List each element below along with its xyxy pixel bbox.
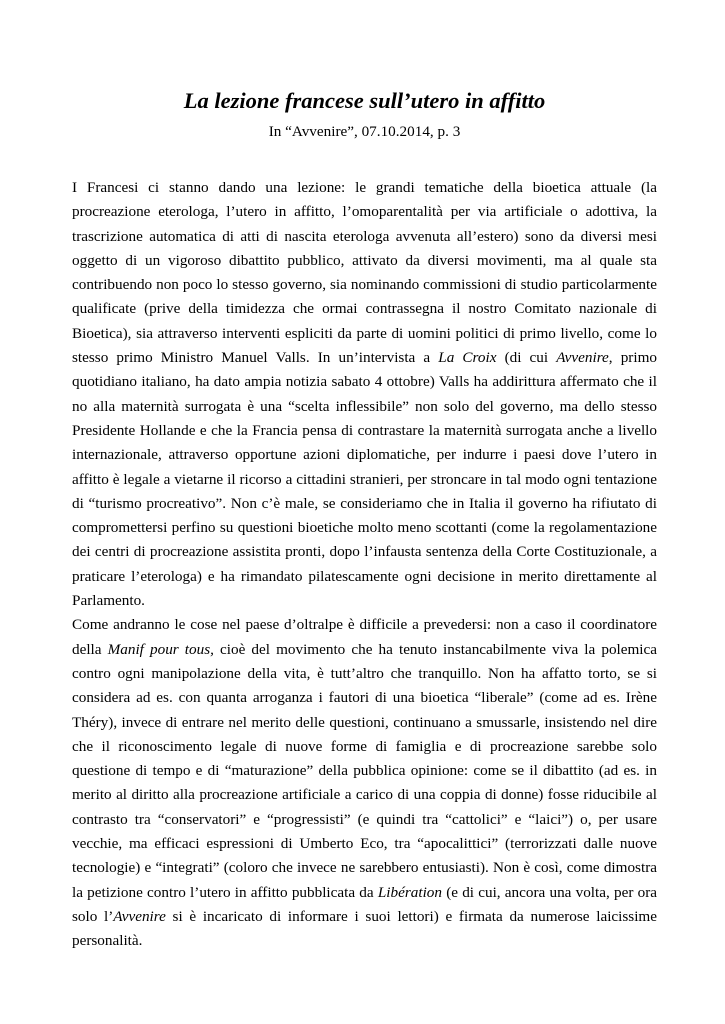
paragraph-2	[72, 613, 657, 953]
paragraph-2-text-3: (e di cui, ancora una volta, per ora solo l’	[72, 883, 657, 925]
article-body	[72, 176, 657, 954]
article-source: In “Avvenire”, 07.10.2014, p. 3	[268, 123, 461, 140]
paragraph-2-text-2: cioè del movimento che ha tenuto instancabilmente viva la polemica contro ogni manipolazione della vita, è tutt’altro che tranquillo. Non ha affatto torto, se si considera ad es. con quanta arroganza i fautori di una bioetica “liberale” (come ad es. Irène Théry), invece di entrare nel merito delle questioni, continuano a smussarle, insistendo nel dire che il riconoscimento legale di nuove forme di famiglia e di procreazione sarebbe solo questione di tempo e di “maturazione” della pubblica opinione: come se il dibattito (ad es. in merito al diritto alla procreazione artificiale a carico di una coppia di donne) fosse riducibile al contrasto tra “conservatori” e “progressisti” (e quindi tra “cattolici” e “laici”) o, per usare vecchie, ma efficaci espressioni di Umberto Eco, tra “apocalittici” (terrorizzati dalle nuove tecnologie) e “integrati” (coloro che invece ne sarebbero entusiasti). Non è così, come dimostra la petizione contro l’utero in affitto pubblicata da	[72, 640, 658, 901]
article-title: La lezione francese sull’utero in affitto	[183, 88, 546, 113]
paragraph-1-text-1: I Francesi ci stanno dando una lezione: le grandi tematiche della bioetica attuale (la procreazione eterologa, l’utero in affitto, l’omoparentalità per via artificiale o adottiva, la trascrizione automatica di atti di nascita eterologa avvenuta all’estero) sono da diversi mesi oggetto di un vigoroso dibattito pubblico, attivato da diversi movimenti, ma al quale sta contribuendo non poco lo stesso governo, sia nominando commissioni di studio particolarmente qualificate (prive della timidezza che ormai contrassegna il nostro Comitato nazionale di Bioetica), sia attraverso interventi espliciti da parte di uomini politici di primo livello, come lo stesso primo Ministro Manuel Valls. In un’intervista a	[72, 179, 657, 367]
paragraph-2-text-4: si è incaricato di informare i suoi lettori) e firmata da numerose laicissime personalità.	[72, 907, 657, 950]
paragraph-2-italic-liberation: Libération	[377, 883, 442, 901]
paragraph-1-italic-la-croix: La Croix	[438, 349, 497, 367]
paragraph-1	[72, 176, 657, 613]
paragraph-2-text-1: Come andranno le cose nel paese d’oltralpe è difficile a prevedersi: non a caso il coordinatore della	[72, 616, 657, 658]
paragraph-1-italic-avvenire: Avvenire	[556, 349, 609, 367]
paragraph-1-text-2: (di cui	[496, 349, 557, 367]
paragraph-2-italic-avvenire: Avvenire	[113, 907, 166, 925]
paragraph-2-italic-manif: Manif pour tous,	[107, 640, 214, 658]
paragraph-1-text-3: , primo quotidiano italiano, ha dato ampia notizia sabato 4 ottobre) Valls ha addirittura affermato che il no alla maternità surrogata è una “scelta inflessibile” non solo del governo, ma dello stesso Presidente Hollande e che la Francia pensa di contrastare la maternità surrogata anche a livello internazionale, attraverso opportune azioni diplomatiche, per indurre i paesi dove l’utero in affitto è legale a vietarne il ricorso a cittadini stranieri, per stroncare in tal modo ogni tentazione di “turismo procreativo”. Non c’è male, se consideriamo che in Italia il governo ha rifiutato di compromettersi perfino su questioni bioetiche molto meno scottanti (come la regolamentazione dei centri di procreazione assistita pronti, dopo l’infausta sentenza della Corte Costituzionale, a praticare l’eterologa) e ha rimandato pilatescamente ogni decisione in merito direttamente al Parlamento.	[72, 349, 657, 610]
